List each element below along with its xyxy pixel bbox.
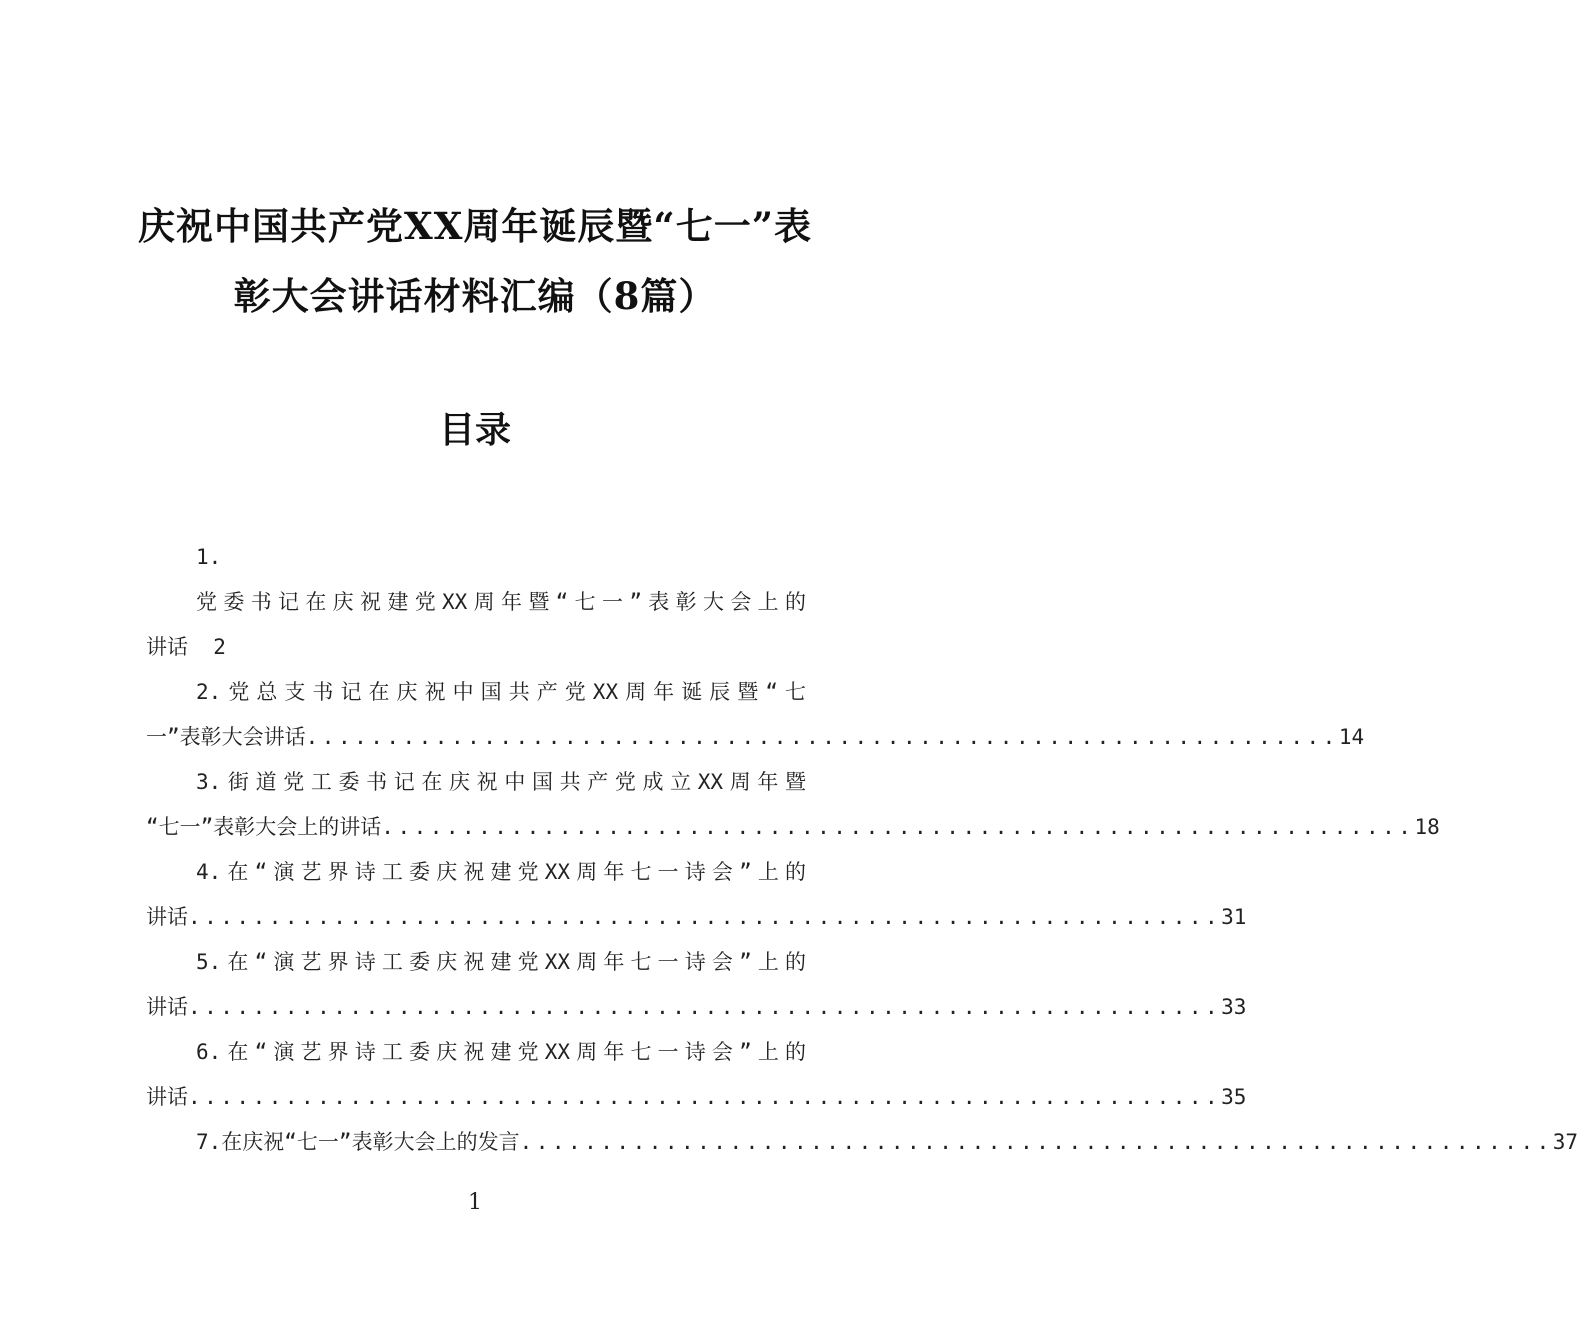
toc-entry-2-leader-line[interactable] xyxy=(146,715,1365,760)
toc-entry-6-page: 35 xyxy=(1221,1085,1247,1109)
toc-entry-1-title[interactable]: 党委书记在庆祝建党XX周年暨“七一”表彰大会上的 xyxy=(196,590,806,614)
toc-entry-2-title-cont: 一”表彰大会讲话 xyxy=(146,725,306,749)
toc-entry-5-title[interactable]: 5.在“演艺界诗工委庆祝建党XX周年七一诗会”上的 xyxy=(196,950,806,974)
toc-entry-3-page: 18 xyxy=(1414,815,1440,839)
toc-entry-2-title[interactable]: 2.党总支书记在庆祝中国共产党XX周年诞辰暨“七 xyxy=(196,680,806,704)
dot-leader: ................................................................ xyxy=(188,905,1222,929)
toc-entry-4-title-cont: 讲话 xyxy=(146,905,188,929)
dot-leader: ................................................................ xyxy=(188,1085,1222,1109)
table-of-contents xyxy=(146,535,1578,1165)
toc-entry-4-leader-line[interactable] xyxy=(146,895,1247,940)
toc-entry-6-title[interactable]: 6.在“演艺界诗工委庆祝建党XX周年七一诗会”上的 xyxy=(196,1040,806,1064)
dot-leader: ................................................................ xyxy=(188,995,1222,1019)
toc-entry-5-leader-line[interactable] xyxy=(146,985,1247,1030)
toc-entry-4-page: 31 xyxy=(1221,905,1247,929)
toc-entry-3-leader-line[interactable] xyxy=(146,805,1440,850)
dot-leader: ................................................................ xyxy=(305,725,1339,749)
document-title-line-2: 彰大会讲话材料汇编（8篇） xyxy=(233,274,717,318)
toc-entry-5-title-cont: 讲话 xyxy=(146,995,188,1019)
toc-entry-6-title-cont: 讲话 xyxy=(146,1085,188,1109)
toc-entry-2-page: 14 xyxy=(1338,725,1365,749)
toc-entry-6-leader-line[interactable] xyxy=(146,1075,1247,1120)
toc-heading: 目录 xyxy=(438,409,511,451)
toc-entry-7-title: 7.在庆祝“七一”表彰大会上的发言 xyxy=(196,1130,520,1154)
dot-leader: ................................................................ xyxy=(381,815,1415,839)
document-title-line-1: 庆祝中国共产党XX周年诞辰暨“七一”表 xyxy=(138,204,812,248)
toc-entry-3-title[interactable]: 3.街道党工委书记在庆祝中国共产党成立XX周年暨 xyxy=(196,770,806,794)
toc-entry-5-page: 33 xyxy=(1221,995,1247,1019)
toc-entry-1-tail[interactable]: 讲话 2 xyxy=(146,635,226,659)
toc-entry-7-page: 37 xyxy=(1552,1130,1578,1154)
toc-entry-3-title-cont: “七一”表彰大会上的讲话 xyxy=(146,815,382,839)
dot-leader: ................................................................ xyxy=(519,1130,1553,1154)
toc-entry-1-number[interactable]: 1. xyxy=(196,545,222,569)
toc-entry-7-leader-line[interactable] xyxy=(146,1120,1578,1165)
toc-entry-4-title[interactable]: 4.在“演艺界诗工委庆祝建党XX周年七一诗会”上的 xyxy=(196,860,806,884)
page-number: 1 xyxy=(468,1190,482,1215)
